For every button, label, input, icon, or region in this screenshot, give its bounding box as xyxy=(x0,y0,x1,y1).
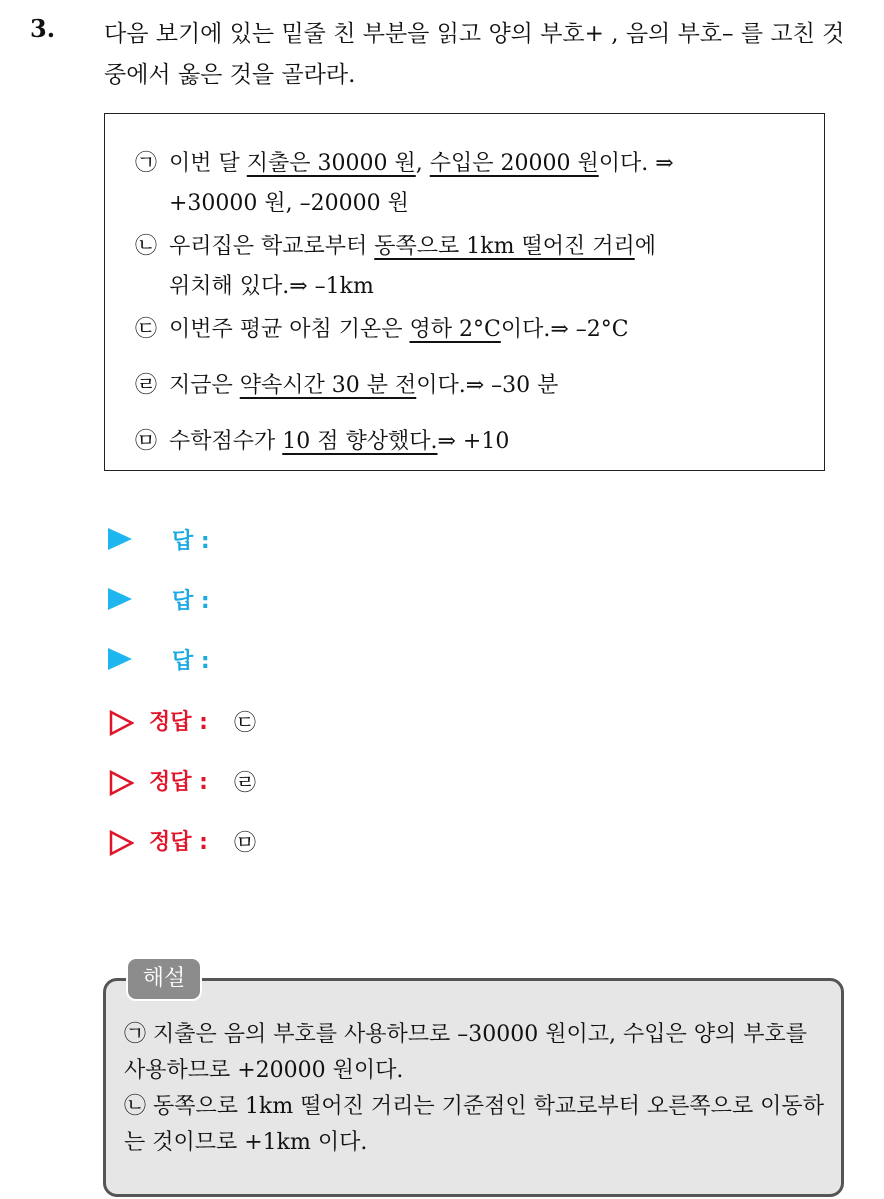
underlined-text: 약속시간 30 분 전 xyxy=(239,373,417,398)
item-marker: ㉠ xyxy=(135,151,158,176)
correct-label: 정답 : xyxy=(149,710,208,735)
item-continuation: 위치해 있다.⇒ –1km xyxy=(169,274,374,299)
answer-label: 답 : xyxy=(172,589,210,614)
item-text: 이다. ⇒ xyxy=(598,151,674,176)
example-item-3 xyxy=(135,310,805,350)
underlined-text: 10 점 향상했다. xyxy=(282,429,438,454)
example-item-4 xyxy=(135,366,805,406)
correct-arrow-icon xyxy=(108,770,134,796)
item-text: 우리집은 학교로부터 xyxy=(169,234,375,259)
item-text: 에 xyxy=(634,234,656,259)
example-item-1 xyxy=(135,144,805,224)
explanation-tag: 해설 xyxy=(126,957,202,1001)
correct-value: ㉣ xyxy=(234,771,257,796)
correct-value: ㉢ xyxy=(234,711,257,736)
correct-value: ㉤ xyxy=(234,831,257,856)
explanation-line: ㉡ 동쪽으로 1km 떨어진 거리는 기준점인 학교로부터 오른쪽으로 이동하는 것이므로 +1km 이다. xyxy=(124,1094,824,1155)
item-text: 이다.⇒ –2°C xyxy=(500,317,629,342)
underlined-text: 수입은 20000 원 xyxy=(429,151,599,176)
correct-arrow-icon xyxy=(108,710,134,736)
example-box xyxy=(104,113,825,471)
item-text: 이번주 평균 아침 기온은 xyxy=(169,317,410,342)
item-continuation: +30000 원, –20000 원 xyxy=(169,191,409,216)
underlined-text: 지출은 30000 원 xyxy=(246,151,416,176)
item-text: 수학점수가 xyxy=(169,429,283,454)
item-marker: ㉣ xyxy=(135,373,158,398)
correct-arrow-icon xyxy=(108,830,134,856)
answer-label: 답 : xyxy=(172,649,210,674)
question-number: 3. xyxy=(30,14,56,43)
example-item-2 xyxy=(135,227,805,307)
item-text: ⇒ +10 xyxy=(437,429,510,454)
item-text: 이다.⇒ –30 분 xyxy=(416,373,559,398)
underlined-text: 영하 2°C xyxy=(409,317,501,342)
item-marker: ㉡ xyxy=(135,234,158,259)
item-text: , xyxy=(415,151,430,176)
correct-label: 정답 : xyxy=(149,770,208,795)
answer-arrow-icon xyxy=(108,588,132,610)
item-marker: ㉢ xyxy=(135,317,158,342)
question-text: 다음 보기에 있는 밑줄 친 부분을 읽고 양의 부호+ , 음의 부호– 를 고친 것 중에서 옳은 것을 골라라. xyxy=(104,21,845,88)
example-item-5 xyxy=(135,422,805,462)
item-text: 이번 달 xyxy=(169,151,247,176)
correct-label: 정답 : xyxy=(149,830,208,855)
explanation-line: ㉠ 지출은 음의 부호를 사용하므로 –30000 원이고, 수입은 양의 부호를 사용하므로 +20000 원이다. xyxy=(124,1022,807,1083)
explanation-text xyxy=(124,1017,829,1161)
answer-arrow-icon xyxy=(108,648,132,670)
explanation-box xyxy=(103,978,844,1197)
item-marker: ㉤ xyxy=(135,429,158,454)
answer-arrow-icon xyxy=(108,528,132,550)
answer-label: 답 : xyxy=(172,529,210,554)
underlined-text: 동쪽으로 1km 떨어진 거리 xyxy=(374,234,635,259)
item-text: 지금은 xyxy=(169,373,240,398)
